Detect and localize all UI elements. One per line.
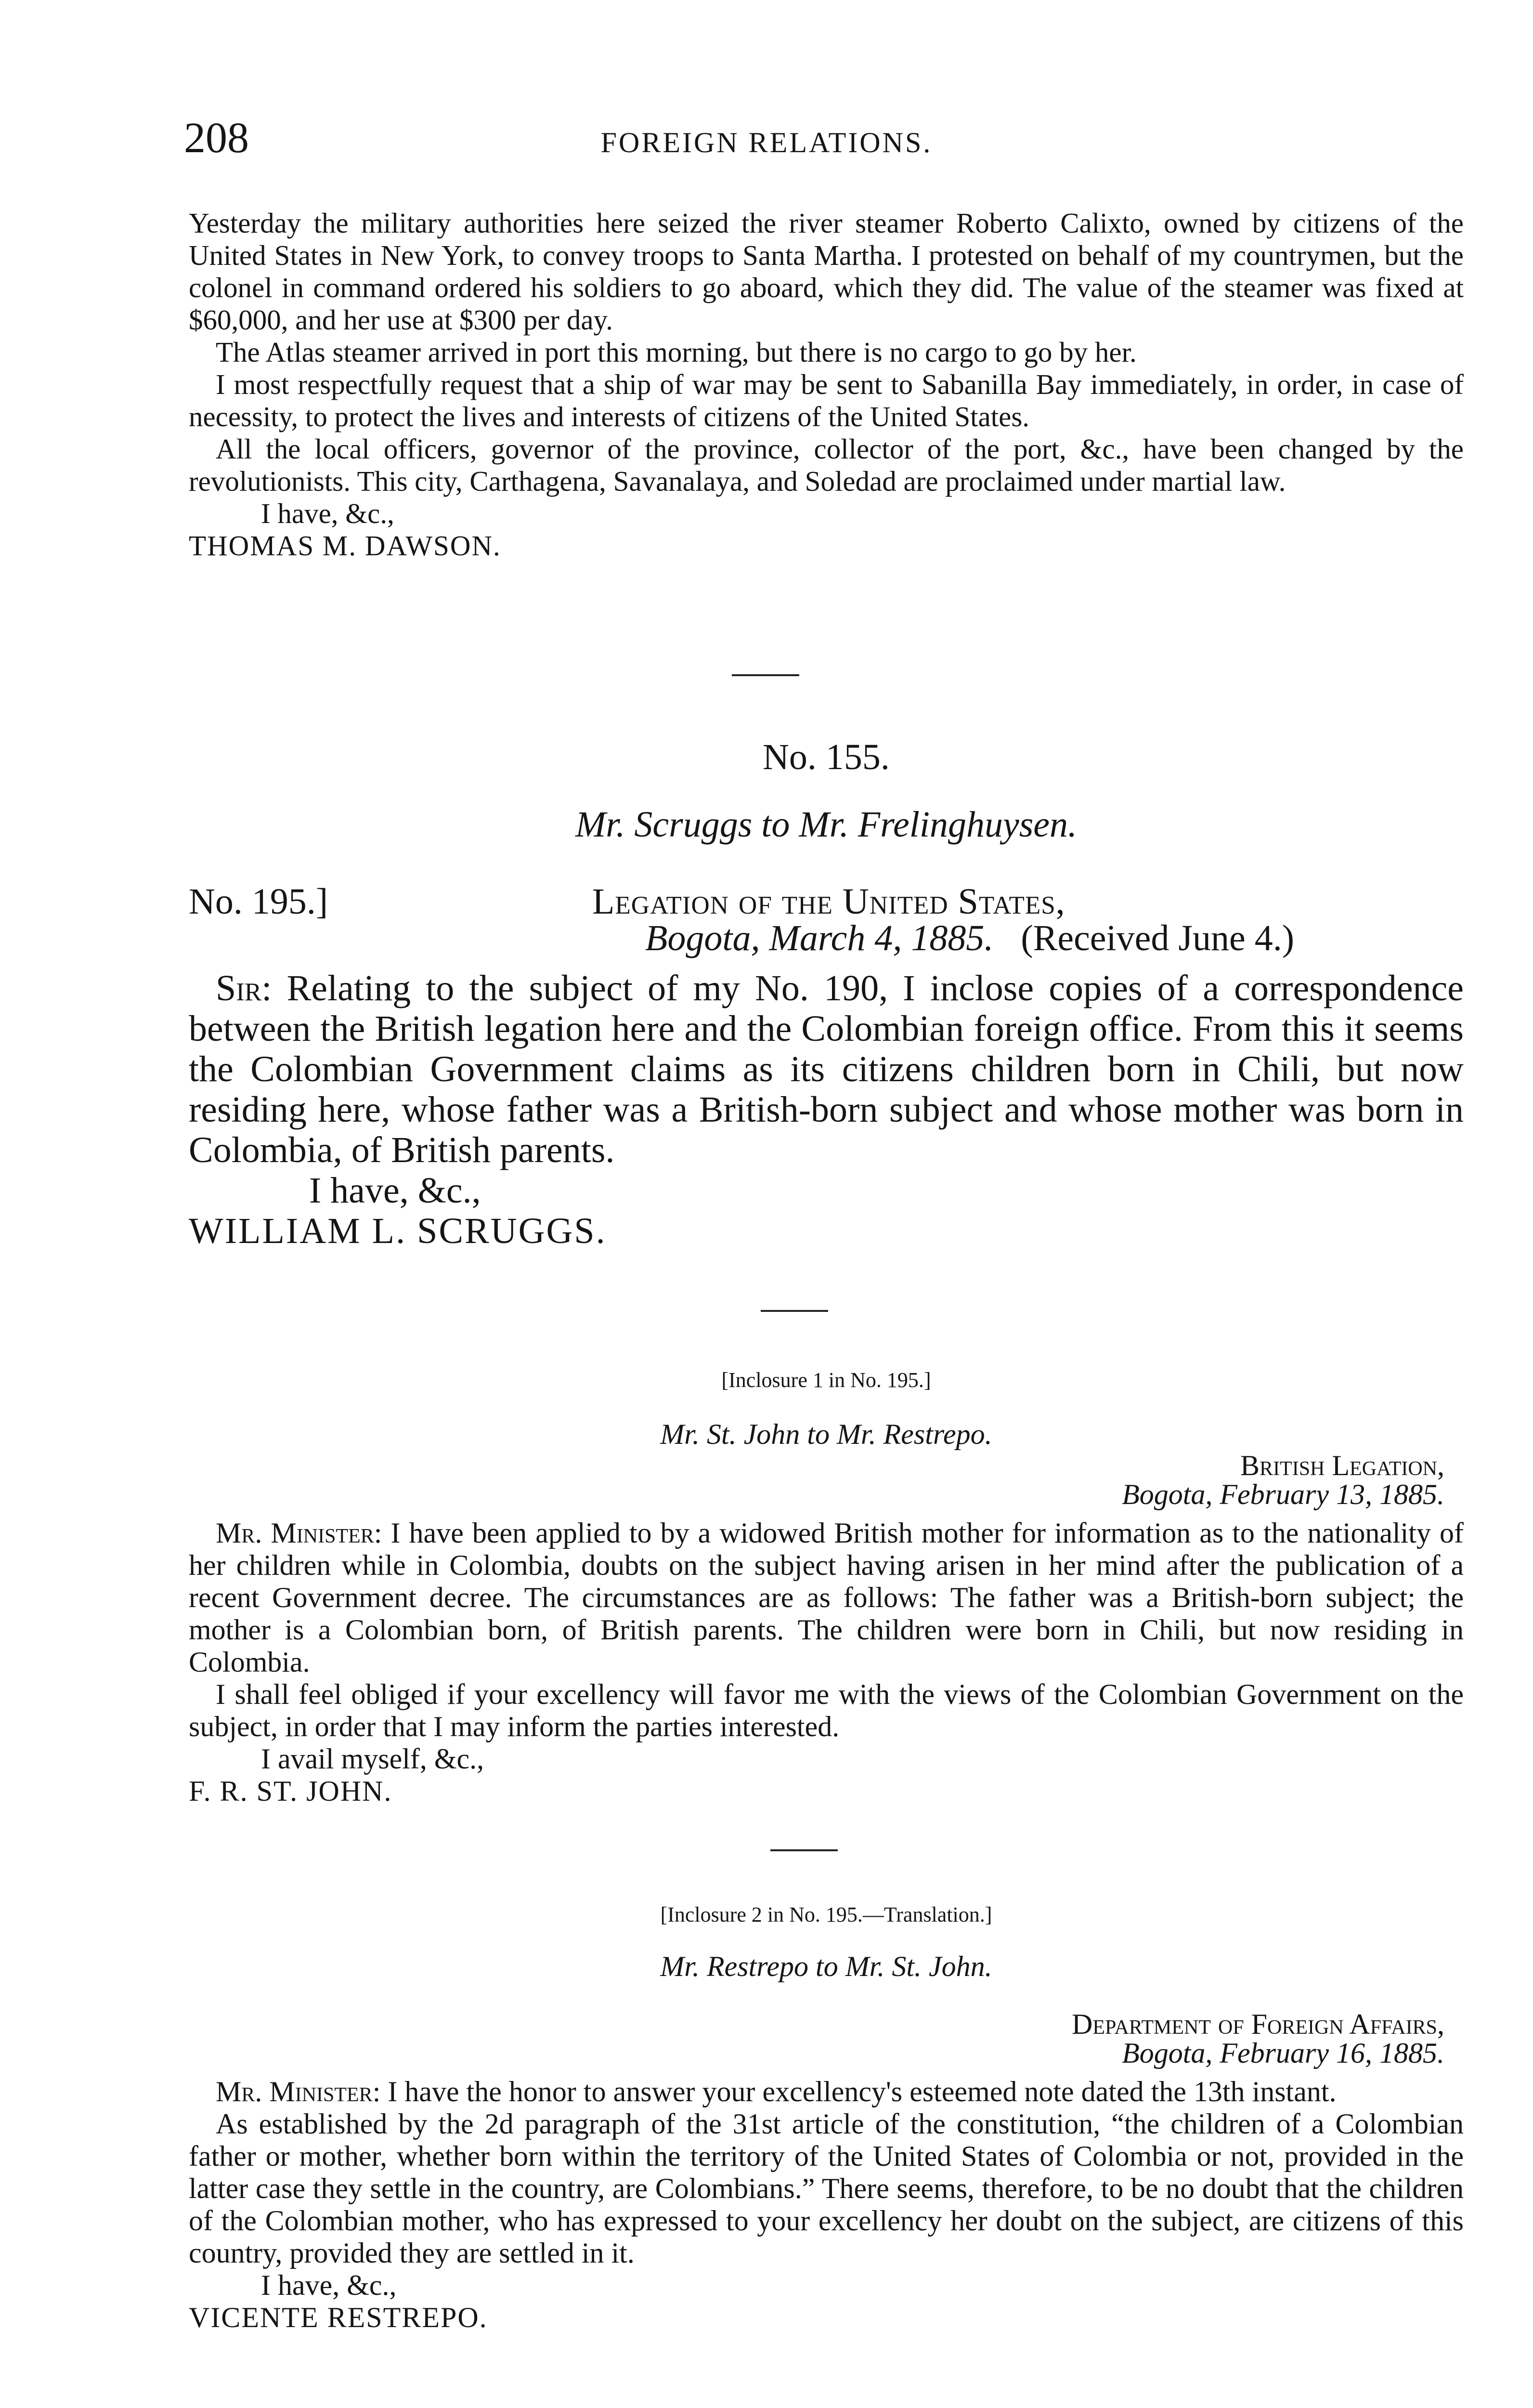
dispatch-body: [189, 968, 1464, 1251]
inclosure1-closing: I avail myself, &c.,: [261, 1743, 484, 1775]
letter1-paragraph: The Atlas steamer arrived in port this morning, but there is no cargo to go by her.: [216, 336, 1137, 368]
inclosure2-text: I have the honor to answer your excellency's esteemed note dated the 13th instant.: [388, 2076, 1337, 2107]
inclosure1-paragraph: I shall feel obliged if your excellency will favor me with the views of the Colombian Government on the subject, in order that I may inform the parties interested.: [189, 1678, 1464, 1742]
inclosure1-paragraph: [189, 1517, 1464, 1678]
received-date: (Received June 4.): [1021, 918, 1295, 958]
inclosure2-paragraph: [189, 2076, 1464, 2108]
dispatch-signature: WILLIAM L. SCRUGGS.: [189, 1211, 607, 1251]
letter1-closing: I have, &c.,: [261, 497, 394, 529]
letter1-body: [189, 207, 1464, 562]
running-head: FOREIGN RELATIONS.: [600, 127, 933, 158]
inclosure2-paragraph: As established by the 2d paragraph of the 31st article of the constitution, “the children of a Colombian father or mother, whether born within the territory of the United States of Colombia or not, provided in the latter case they settle in the country, are Colombians.” There seems, therefore, to be no doubt that the children of the Colombian mother, who has expressed to your excellency her doubt on the subject, are citizens of this country, provided they are settled in it.: [189, 2108, 1464, 2269]
letter1-paragraph: I most respectfully request that a ship of war may be sent to Sabanilla Bay immediately, in order, in case of necessity, to protect the lives and interests of citizens of the United States.: [189, 368, 1464, 432]
salutation: Sir:: [216, 968, 272, 1008]
inclosure2-place-date: Bogota, February 16, 1885.: [1122, 2037, 1444, 2069]
inclosure1-body: [189, 1517, 1464, 1807]
inclosure1-from: British Legation,: [1240, 1450, 1444, 1481]
separator-rule: [732, 674, 799, 676]
letter1-paragraph: All the local officers, governor of the province, collector of the port, &c., have been changed by the revolutionists. This city, Carthagena, Savanalaya, and Soledad are proclaimed under martial law.: [189, 433, 1464, 497]
inclosure2-label: [Inclosure 2 in No. 195.—Translation.]: [660, 1903, 992, 1926]
separator-rule: [770, 1849, 838, 1851]
dispatch-text: Relating to the subject of my No. 190, I inclose copies of a correspondence between the British legation here and the Colombian foreign office. From this it seems the Colombian Government claims as its citizens children born in Chili, but now residing here, whose father was a British-born subject and whose mother was born in Colombia, of British parents.: [189, 968, 1464, 1170]
inclosure1-signature: F. R. ST. JOHN.: [189, 1775, 392, 1807]
page-number: 208: [184, 114, 249, 162]
document-number: No. 155.: [763, 737, 890, 777]
dispatch-closing: I have, &c.,: [309, 1170, 481, 1211]
dispatch-date-line: [645, 918, 1464, 958]
separator-rule: [761, 1310, 828, 1312]
salutation: Mr. Minister:: [216, 1517, 382, 1549]
inclosure1-place-date: Bogota, February 13, 1885.: [1122, 1479, 1444, 1510]
inclosure1-label: [Inclosure 1 in No. 195.]: [721, 1368, 931, 1392]
dispatch-place-date: Bogota, March 4, 1885.: [645, 918, 994, 958]
inclosure2-signature: VICENTE RESTREPO.: [189, 2302, 488, 2333]
inclosure1-title: Mr. St. John to Mr. Restrepo.: [660, 1418, 992, 1450]
inclosure2-title: Mr. Restrepo to Mr. St. John.: [660, 1950, 992, 1982]
inclosure2-closing: I have, &c.,: [261, 2269, 397, 2301]
inclosure1-text: I have been applied to by a widowed British mother for information as to the nationality of her children while in Colombia, doubts on the subject having arisen in her mind after the publication of a recent Government decree. The circumstances are as follows: The father was a British-born subject; the mother is a Colombian born, of British parents. The children were born in Chili, but now residing in Colombia.: [189, 1517, 1464, 1678]
letter1-paragraph: Yesterday the military authorities here seized the river steamer Roberto Calixto, owned by citizens of the United States in New York, to convey troops to Santa Martha. I protested on behalf of my countrymen, but the colonel in command ordered his soldiers to go aboard, which they did. The value of the steamer was fixed at $60,000, and her use at $300 per day.: [189, 207, 1464, 336]
dispatch-paragraph: [189, 968, 1464, 1170]
legation-heading: Legation of the United States,: [592, 881, 1065, 922]
dispatch-ref: No. 195.]: [189, 881, 328, 922]
inclosure2-body: [189, 2076, 1464, 2334]
letter1-signature: THOMAS M. DAWSON.: [189, 530, 501, 562]
inclosure2-from: Department of Foreign Affairs,: [1072, 2008, 1444, 2040]
salutation: Mr. Minister:: [216, 2076, 381, 2107]
document-title: Mr. Scruggs to Mr. Frelinghuysen.: [575, 804, 1078, 845]
